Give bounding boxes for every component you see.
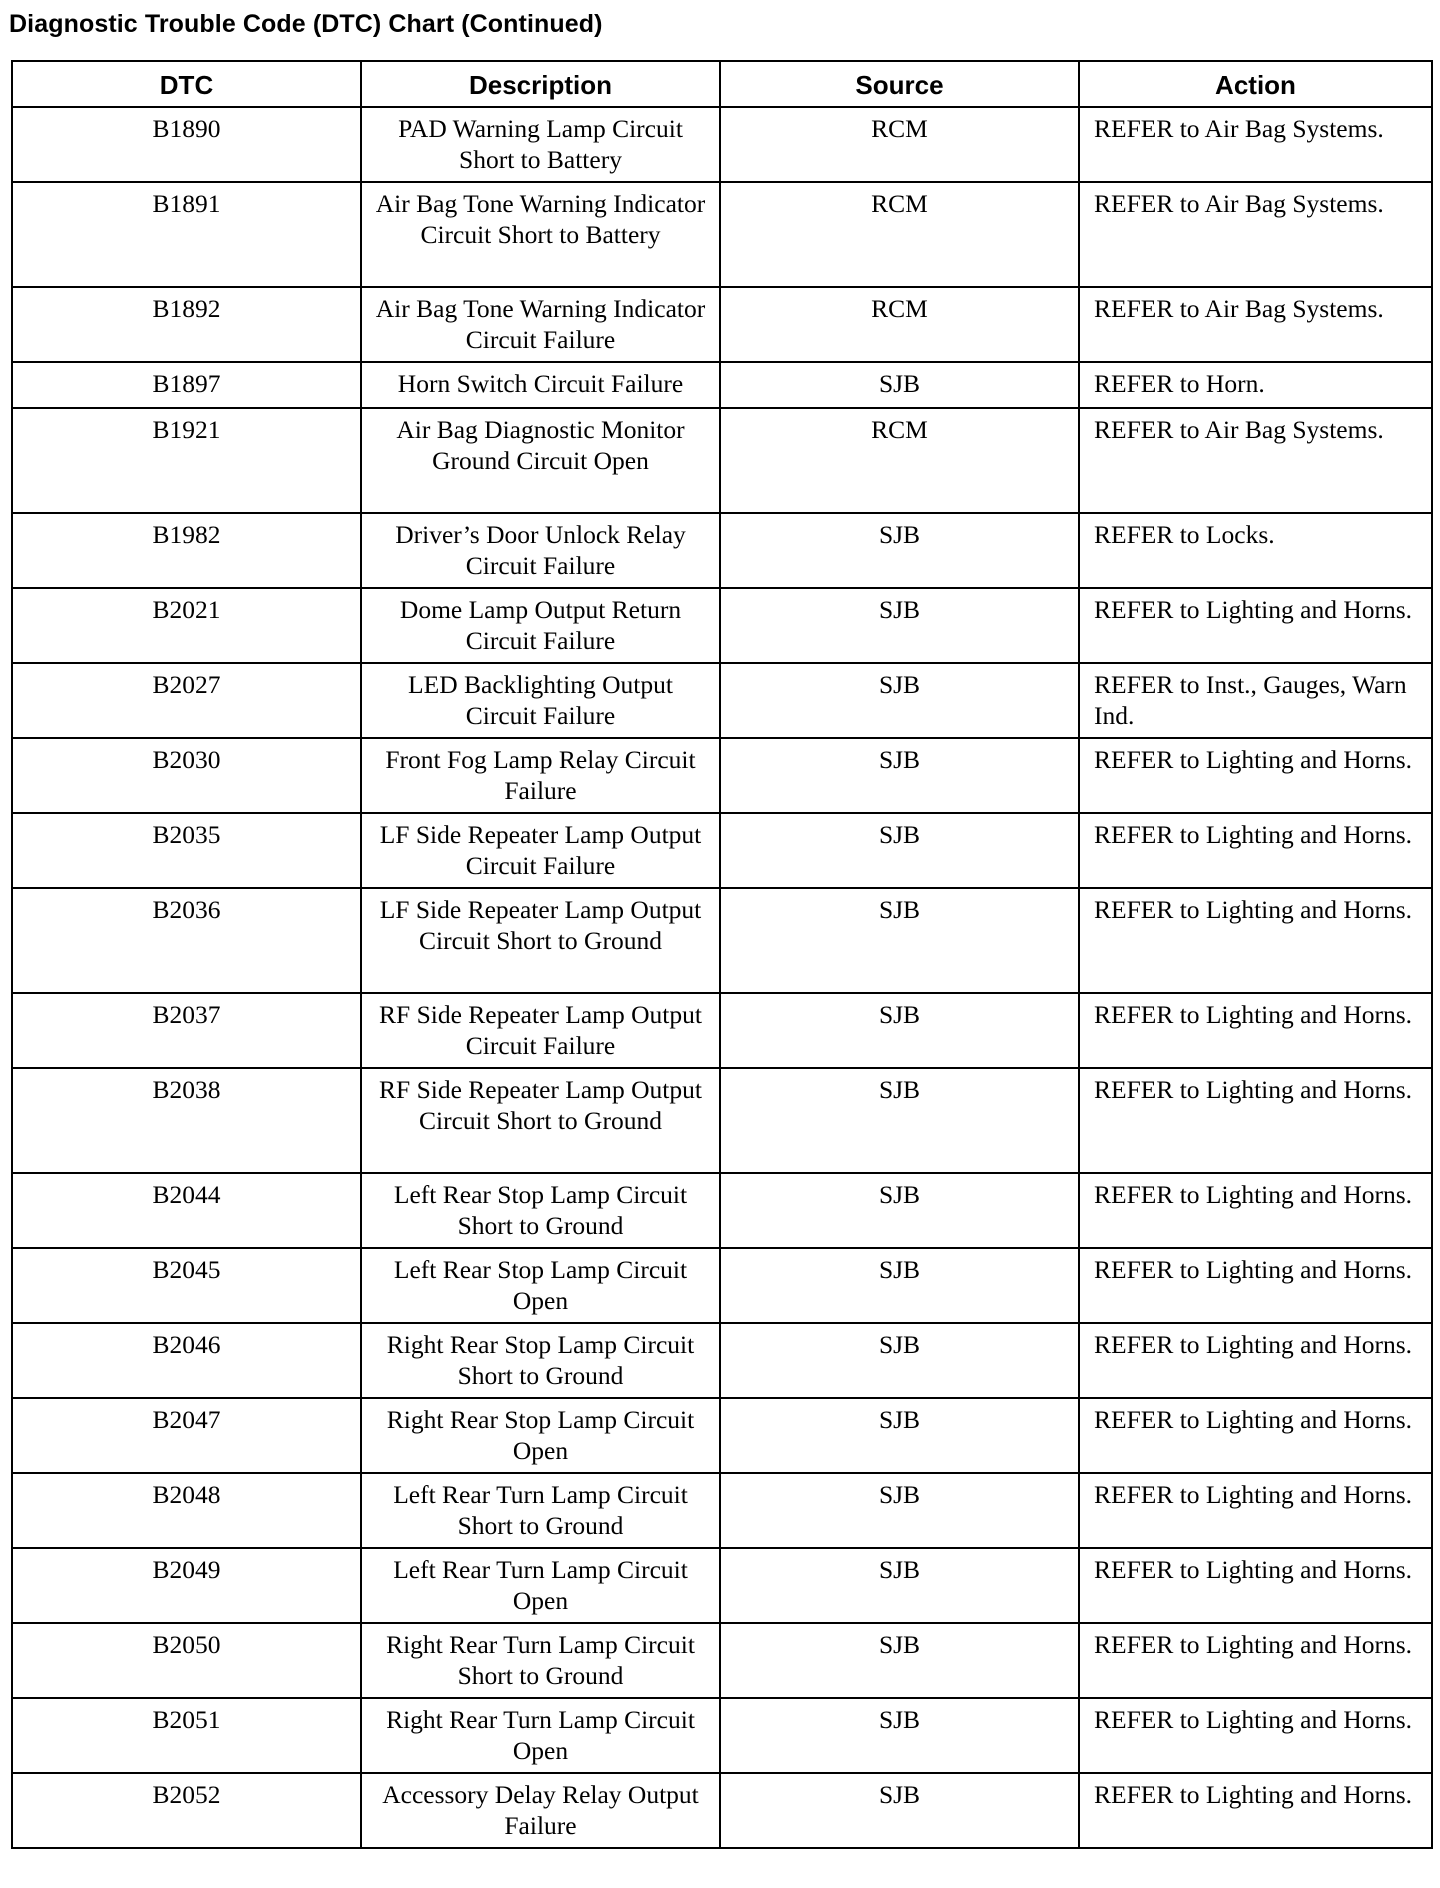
source-cell: RCM	[720, 107, 1079, 182]
description-cell: LED Backlighting Output Circuit Failure	[361, 663, 720, 738]
dtc-cell: B2049	[12, 1548, 361, 1623]
dtc-cell: B1921	[12, 408, 361, 513]
source-cell: SJB	[720, 1773, 1079, 1848]
source-cell: SJB	[720, 513, 1079, 588]
description-cell: Right Rear Stop Lamp Circuit Open	[361, 1398, 720, 1473]
description-cell: Right Rear Turn Lamp Circuit Open	[361, 1698, 720, 1773]
dtc-cell: B1897	[12, 362, 361, 408]
dtc-cell: B2048	[12, 1473, 361, 1548]
table-row	[12, 813, 1432, 888]
page-title: Diagnostic Trouble Code (DTC) Chart (Continued)	[9, 10, 603, 38]
description-cell: Left Rear Turn Lamp Circuit Open	[361, 1548, 720, 1623]
table-row	[12, 1698, 1432, 1773]
description-cell: Front Fog Lamp Relay Circuit Failure	[361, 738, 720, 813]
action-cell: REFER to Air Bag Systems.	[1079, 107, 1432, 182]
dtc-cell: B2038	[12, 1068, 361, 1173]
dtc-table	[11, 60, 1433, 1849]
description-cell: Air Bag Diagnostic Monitor Ground Circuit Open	[361, 408, 720, 513]
dtc-cell: B2052	[12, 1773, 361, 1848]
column-header-source: Source	[720, 61, 1079, 107]
action-cell: REFER to Lighting and Horns.	[1079, 1173, 1432, 1248]
action-cell: REFER to Lighting and Horns.	[1079, 1248, 1432, 1323]
description-cell: Left Rear Stop Lamp Circuit Short to Ground	[361, 1173, 720, 1248]
description-cell: Right Rear Stop Lamp Circuit Short to Ground	[361, 1323, 720, 1398]
action-cell: REFER to Lighting and Horns.	[1079, 1398, 1432, 1473]
description-cell: Dome Lamp Output Return Circuit Failure	[361, 588, 720, 663]
source-cell: SJB	[720, 738, 1079, 813]
source-cell: SJB	[720, 1623, 1079, 1698]
dtc-cell: B1982	[12, 513, 361, 588]
source-cell: SJB	[720, 588, 1079, 663]
table-row	[12, 1398, 1432, 1473]
dtc-cell: B2047	[12, 1398, 361, 1473]
dtc-cell: B2021	[12, 588, 361, 663]
dtc-cell: B2036	[12, 888, 361, 993]
action-cell: REFER to Lighting and Horns.	[1079, 813, 1432, 888]
source-cell: RCM	[720, 287, 1079, 362]
table-row	[12, 1773, 1432, 1848]
description-cell: Air Bag Tone Warning Indicator Circuit Failure	[361, 287, 720, 362]
description-cell: Right Rear Turn Lamp Circuit Short to Ground	[361, 1623, 720, 1698]
dtc-cell: B2027	[12, 663, 361, 738]
description-cell: RF Side Repeater Lamp Output Circuit Short to Ground	[361, 1068, 720, 1173]
dtc-cell: B1891	[12, 182, 361, 287]
source-cell: SJB	[720, 1548, 1079, 1623]
action-cell: REFER to Lighting and Horns.	[1079, 993, 1432, 1068]
table-row	[12, 1548, 1432, 1623]
table-row	[12, 588, 1432, 663]
action-cell: REFER to Lighting and Horns.	[1079, 738, 1432, 813]
description-cell: PAD Warning Lamp Circuit Short to Battery	[361, 107, 720, 182]
table-row	[12, 1173, 1432, 1248]
description-cell: Left Rear Turn Lamp Circuit Short to Ground	[361, 1473, 720, 1548]
dtc-cell: B1890	[12, 107, 361, 182]
source-cell: SJB	[720, 1398, 1079, 1473]
action-cell: REFER to Locks.	[1079, 513, 1432, 588]
dtc-cell: B1892	[12, 287, 361, 362]
action-cell: REFER to Lighting and Horns.	[1079, 1068, 1432, 1173]
dtc-cell: B2050	[12, 1623, 361, 1698]
source-cell: SJB	[720, 1068, 1079, 1173]
source-cell: SJB	[720, 1698, 1079, 1773]
action-cell: REFER to Lighting and Horns.	[1079, 1773, 1432, 1848]
table-row	[12, 1323, 1432, 1398]
source-cell: SJB	[720, 1248, 1079, 1323]
action-cell: REFER to Lighting and Horns.	[1079, 588, 1432, 663]
description-cell: Left Rear Stop Lamp Circuit Open	[361, 1248, 720, 1323]
source-cell: SJB	[720, 663, 1079, 738]
action-cell: REFER to Lighting and Horns.	[1079, 1623, 1432, 1698]
table-row	[12, 1473, 1432, 1548]
action-cell: REFER to Air Bag Systems.	[1079, 182, 1432, 287]
action-cell: REFER to Lighting and Horns.	[1079, 888, 1432, 993]
action-cell: REFER to Air Bag Systems.	[1079, 287, 1432, 362]
table-header-row	[12, 61, 1432, 107]
dtc-cell: B2046	[12, 1323, 361, 1398]
description-cell: LF Side Repeater Lamp Output Circuit Short to Ground	[361, 888, 720, 993]
source-cell: SJB	[720, 1473, 1079, 1548]
action-cell: REFER to Air Bag Systems.	[1079, 408, 1432, 513]
dtc-cell: B2044	[12, 1173, 361, 1248]
source-cell: SJB	[720, 813, 1079, 888]
dtc-cell: B2051	[12, 1698, 361, 1773]
source-cell: SJB	[720, 993, 1079, 1068]
table-row	[12, 888, 1432, 993]
description-cell: LF Side Repeater Lamp Output Circuit Failure	[361, 813, 720, 888]
description-cell: RF Side Repeater Lamp Output Circuit Failure	[361, 993, 720, 1068]
table-row	[12, 408, 1432, 513]
description-cell: Horn Switch Circuit Failure	[361, 362, 720, 408]
table-row	[12, 107, 1432, 182]
column-header-action: Action	[1079, 61, 1432, 107]
table-row	[12, 663, 1432, 738]
source-cell: SJB	[720, 362, 1079, 408]
dtc-cell: B2030	[12, 738, 361, 813]
source-cell: SJB	[720, 1173, 1079, 1248]
table-row	[12, 513, 1432, 588]
table-row	[12, 1068, 1432, 1173]
table-row	[12, 182, 1432, 287]
dtc-cell: B2035	[12, 813, 361, 888]
source-cell: RCM	[720, 182, 1079, 287]
table-row	[12, 1248, 1432, 1323]
description-cell: Accessory Delay Relay Output Failure	[361, 1773, 720, 1848]
description-cell: Air Bag Tone Warning Indicator Circuit Short to Battery	[361, 182, 720, 287]
source-cell: SJB	[720, 1323, 1079, 1398]
action-cell: REFER to Inst., Gauges, Warn Ind.	[1079, 663, 1432, 738]
action-cell: REFER to Lighting and Horns.	[1079, 1698, 1432, 1773]
action-cell: REFER to Lighting and Horns.	[1079, 1473, 1432, 1548]
table-row	[12, 738, 1432, 813]
table-row	[12, 287, 1432, 362]
description-cell: Driver’s Door Unlock Relay Circuit Failure	[361, 513, 720, 588]
action-cell: REFER to Horn.	[1079, 362, 1432, 408]
action-cell: REFER to Lighting and Horns.	[1079, 1323, 1432, 1398]
column-header-dtc: DTC	[12, 61, 361, 107]
dtc-cell: B2045	[12, 1248, 361, 1323]
source-cell: SJB	[720, 888, 1079, 993]
table-row	[12, 1623, 1432, 1698]
dtc-cell: B2037	[12, 993, 361, 1068]
source-cell: RCM	[720, 408, 1079, 513]
table-row	[12, 993, 1432, 1068]
action-cell: REFER to Lighting and Horns.	[1079, 1548, 1432, 1623]
column-header-description: Description	[361, 61, 720, 107]
table-row	[12, 362, 1432, 408]
